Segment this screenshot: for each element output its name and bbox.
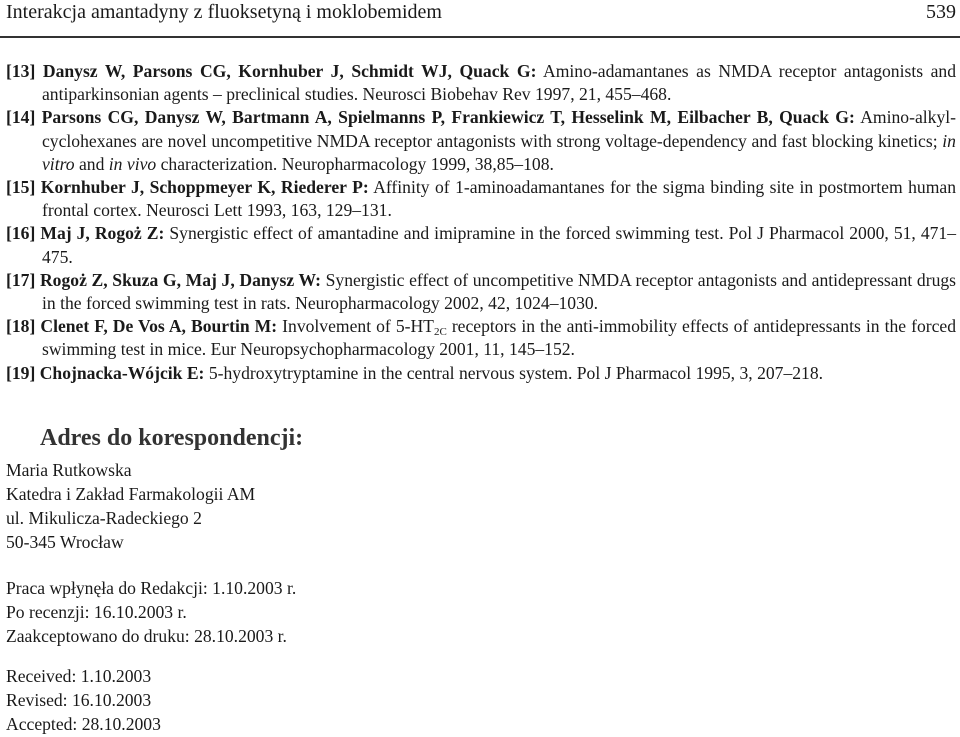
- reference-source: Neurosci Lett 1993, 163, 129–131.: [146, 200, 392, 221]
- date-line: Received: 1.10.2003: [6, 666, 152, 686]
- date-line: Praca wpłynęła do Redakcji: 1.10.2003 r.: [6, 578, 297, 598]
- submission-dates-polish: [6, 576, 296, 649]
- date-line: Accepted: 28.10.2003: [6, 714, 161, 735]
- reference-title: Amino-adamantanes as NMDA receptor antagonists and antiparkinsonian agents – preclinical studies.: [42, 61, 957, 105]
- reference-19: [6, 362, 956, 385]
- reference-list: [6, 60, 956, 385]
- reference-title: Synergistic effect of uncompetitive NMDA receptor antagonists and antidepressant drugs in the forced swimming test in rats.: [42, 269, 957, 314]
- address-line: ul. Mikulicza-Radeckiego 2: [6, 508, 202, 528]
- reference-14: [14] Parsons CG, Danysz W, Bartmann A, Spielmanns P, Frankiewicz T, Hesselink M, Eilbacher B, Quack G: Amino-alkyl-cyclohexanes are novel uncompetitive NMDA receptor antagonists with strong voltage-dependency and fast blocking kinetics; in vitro and in vivo characterization. Neuropharmacology 1999, 38,85–108.: [6, 107, 956, 174]
- reference-authors: [19] Chojnacka-Wójcik E:: [6, 362, 205, 383]
- date-line: Revised: 16.10.2003: [6, 690, 152, 711]
- reference-source: Neuropharmacology 2002, 42, 1024–1030.: [295, 293, 599, 314]
- reference-title: Amino-alkyl-cyclohexanes are novel uncompetitive NMDA receptor antagonists with strong voltage-dependency and fast blocking kinetics;: [42, 107, 956, 151]
- reference-15: [6, 176, 956, 222]
- reference-authors: [14] Parsons CG, Danysz W, Bartmann A, Spielmanns P, Frankiewicz T, Hesselink M, Eilbacher B, Quack G:: [6, 107, 855, 128]
- address-line: Katedra i Zakład Farmakologii AM: [6, 484, 256, 504]
- header-rule: [0, 36, 960, 38]
- reference-source: Pol J Pharmacol 2000, 51, 471–475.: [42, 223, 957, 267]
- submission-dates-english: [6, 664, 161, 737]
- date-line: Zaakceptowano do druku: 28.10.2003 r.: [6, 626, 287, 647]
- subscript: 2C: [433, 326, 447, 339]
- correspondence-heading: Adres do korespondencji:: [40, 425, 304, 451]
- reference-16: [6, 222, 956, 268]
- reference-source: Neurosci Biobehav Rev 1997, 21, 455–468.: [362, 84, 672, 105]
- reference-17: [6, 269, 956, 315]
- reference-source: Neuropharmacology 1999, 38,85–108.: [281, 153, 554, 174]
- reference-18: [18] Clenet F, De Vos A, Bourtin M: Involvement of $5-HT_{2C}$ receptors in the anti-immobility effects of antidepressants in the forced swimming test in mice. Eur Neuropsychopharmacology 2001, 11, 145–152.: [6, 316, 957, 360]
- address-line: 50-345 Wrocław: [6, 532, 124, 552]
- reference-title: Involvement of 5-HT: [282, 316, 434, 337]
- reference-authors: [17] Rogoż Z, Skuza G, Maj J, Danysz W:: [6, 269, 321, 290]
- reference-authors: [15] Kornhuber J, Schoppmeyer K, Riederer P:: [6, 177, 369, 198]
- reference-title-italic: in vivo: [108, 153, 157, 174]
- address-line: Maria Rutkowska: [6, 460, 132, 480]
- reference-title: Affinity of 1-aminoadamantanes for the sigma binding site in postmortem human frontal cortex.: [42, 177, 956, 221]
- reference-source: Pol J Pharmacol 1995, 3, 207–218.: [576, 362, 824, 383]
- reference-title-italic: in vitro: [42, 130, 956, 174]
- reference-title: Synergistic effect of amantadine and imipramine in the forced swimming test.: [169, 223, 724, 244]
- reference-authors: [16] Maj J, Rogoż Z:: [6, 223, 165, 244]
- running-header: [6, 0, 956, 28]
- reference-source: Eur Neuropsychopharmacology 2001, 11, 145–152.: [210, 339, 575, 360]
- reference-title: 5-hydroxytryptamine in the central nervous system.: [208, 362, 573, 383]
- reference-authors: [13] Danysz W, Parsons CG, Kornhuber J, Schmidt WJ, Quack G:: [6, 61, 537, 81]
- date-line: Po recenzji: 16.10.2003 r.: [6, 602, 187, 623]
- correspondence-address: [6, 458, 255, 554]
- page-number: 539: [926, 1, 956, 23]
- reference-13: [6, 60, 956, 106]
- reference-authors: [18] Clenet F, De Vos A, Bourtin M:: [6, 316, 278, 337]
- running-title: Interakcja amantadyny z fluoksetyną i moklobemidem: [6, 1, 442, 23]
